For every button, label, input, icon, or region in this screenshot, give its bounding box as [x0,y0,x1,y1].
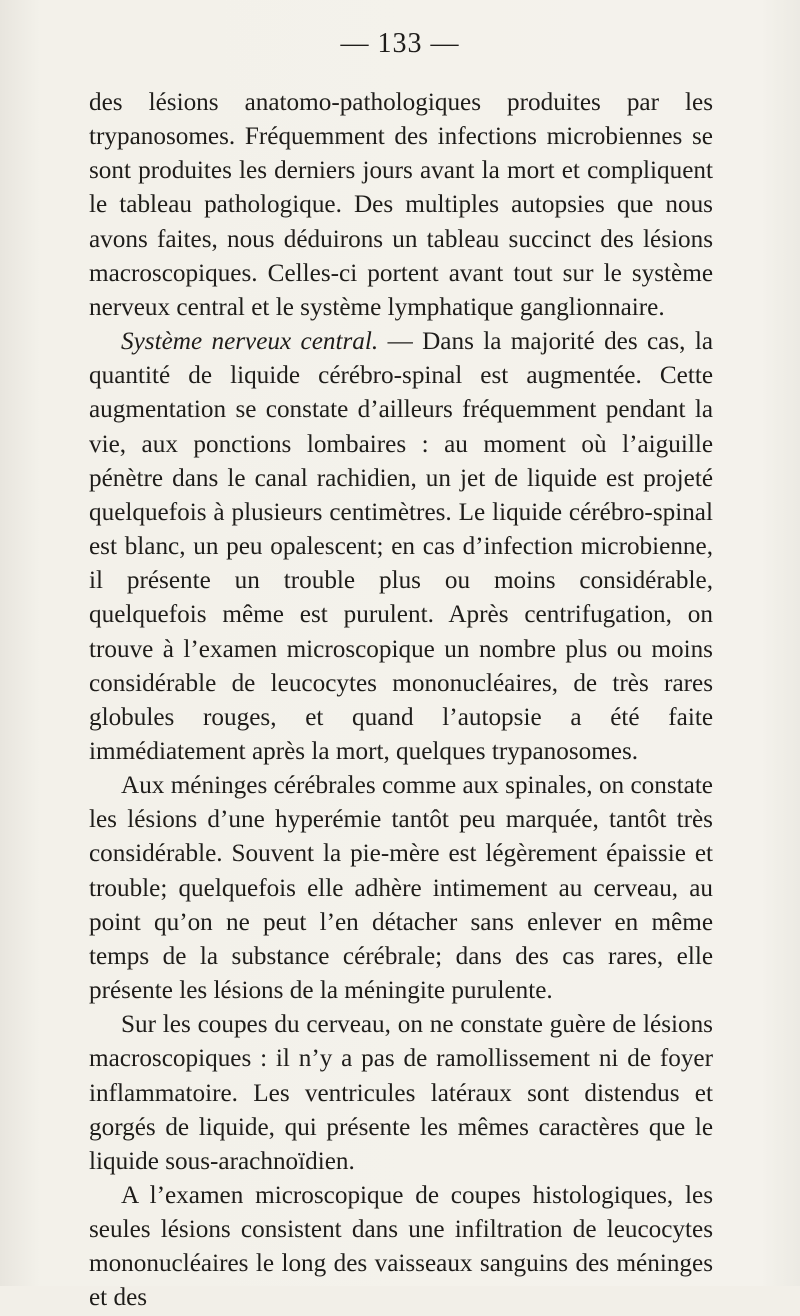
section-heading-nervous-system: Système nerveux central. [121,328,379,356]
body-text [89,86,713,1316]
paragraph-4: Sur les coupes du cerveau, on ne constate guère de lésions macroscopiques : il n’y a pas de ramollissement ni de foyer inflammatoire. Les ventricules latéraux sont distendus et gorgés de liquide, qui présente les mêmes caractères que le liquide sous-arachnoïdien. [89,1011,713,1175]
paragraph-3: Aux méninges cérébrales comme aux spinales, on constate les lésions d’une hyperémie tantôt peu marquée, tantôt très considérable. Souvent la pie-mère est légèrement épaissie et trouble; quelquefois elle adhère intimement au cerveau, au point qu’on ne peut l’en détacher sans enlever en même temps de la substance cérébrale; dans des cas rares, elle présente les lésions de la méningite purulente. [89,772,713,1005]
page-number: — 133 — [340,28,460,59]
paragraph-1: des lésions anatomo-pathologiques produites par les trypanosomes. Fréquemment des infections microbiennes se sont produites les derniers jours avant la mort et compliquent le tableau pathologique. Des multiples autopsies que nous avons faites, nous déduirons un tableau succinct des lésions macroscopiques. Celles-ci portent avant tout sur le système nerveux central et le système lymphatique ganglionnaire. [89,89,713,321]
paragraph-2 [89,325,713,769]
paragraph-5: A l’examen microscopique de coupes histologiques, les seules lésions consistent dans une infiltration de leucocytes mononucléaires le long des vaisseaux sanguins des méninges et des [89,1182,713,1312]
paragraph-2-body: — Dans la majorité des cas, la quantité de liquide cérébro-spinal est augmentée. Cette augmentation se constate d’ailleurs fréquemment pendant la vie, aux ponctions lombaires : au moment où l’aiguille pénètre dans le canal rachidien, un jet de liquide est projeté quelquefois à plusieurs centimètres. Le liquide cérébro-spinal est blanc, un peu opalescent; en cas d’infection microbienne, il présente un trouble plus ou moins considérable, quelquefois même est purulent. Après centrifugation, on trouve à l’examen microscopique un nombre plus ou moins considérable de leucocytes mononucléaires, de très rares globules rouges, et quand l’autopsie a été faite immédiatement après la mort, quelques trypanosomes. [89,328,713,765]
